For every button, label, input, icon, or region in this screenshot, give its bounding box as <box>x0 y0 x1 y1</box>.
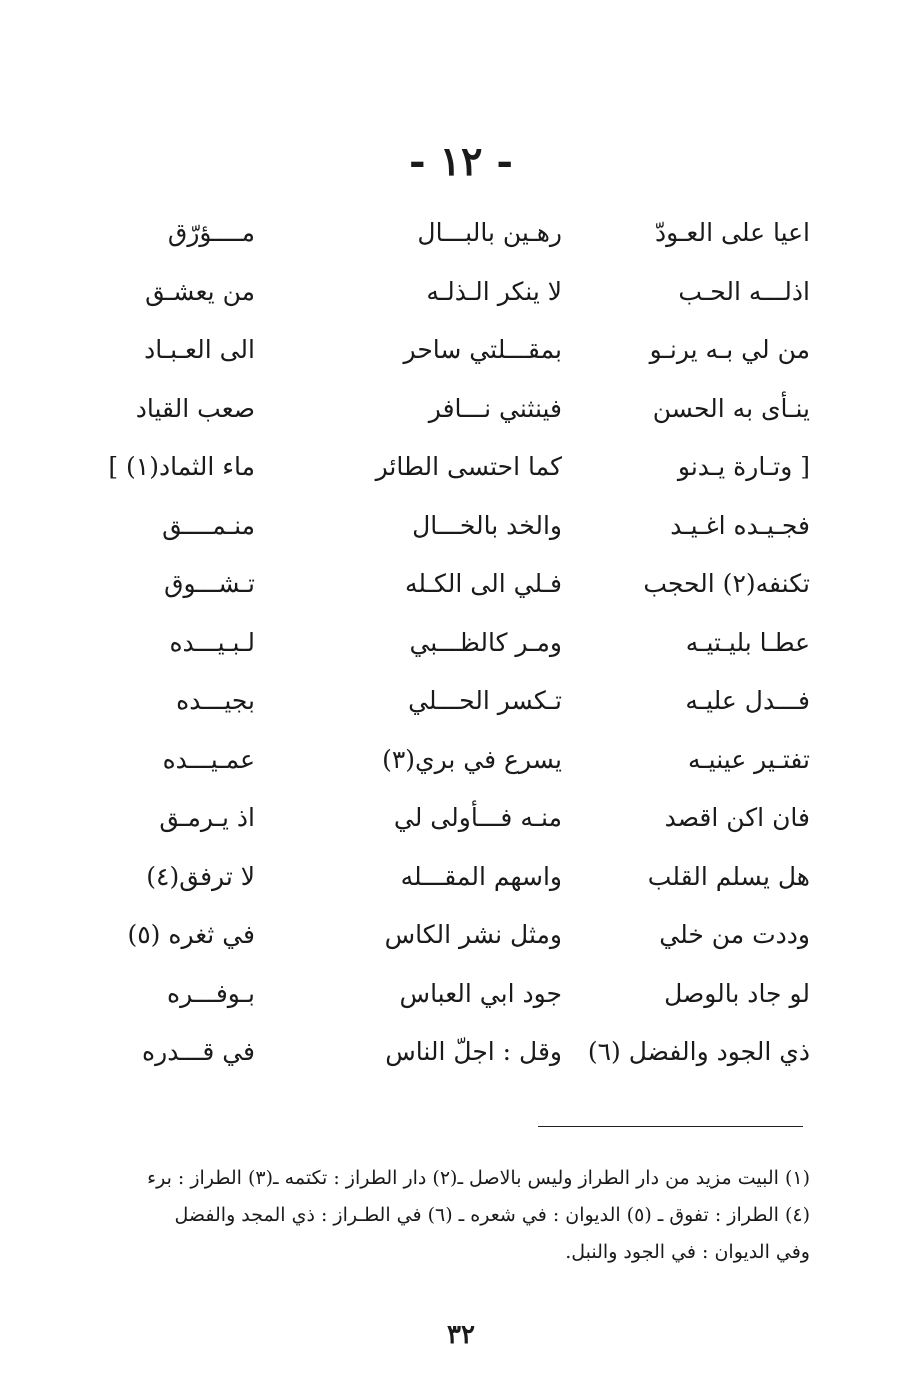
poem-row <box>60 731 840 790</box>
verse-part-1: من لي بـه يرنـو <box>649 335 810 364</box>
poem-row <box>60 555 840 614</box>
verse-part-3: مــــؤرّق <box>167 218 255 247</box>
verse-part-3: لا ترفق(٤) <box>146 861 255 891</box>
page-header-number: - ١٢ - <box>408 138 514 185</box>
verse-part-1: عطـا بليـتيـه <box>685 627 810 657</box>
verse-part-1: ينـأى به الحسن <box>652 393 810 423</box>
poem-row <box>60 438 840 497</box>
verse-part-3: ماء الثماد(١) ] <box>108 452 255 481</box>
verse-part-2: وقل : اجلّ الناس <box>385 1037 562 1066</box>
poem-row <box>60 321 840 380</box>
verse-part-1: اذلـــه الحـب <box>678 276 810 306</box>
footnotes <box>80 1160 810 1271</box>
poem-row <box>60 789 840 848</box>
verse-part-3: عمـيـــده <box>162 744 255 774</box>
verse-part-3: في قـــدره <box>142 1037 255 1066</box>
verse-part-3: صعب القياد <box>135 393 255 423</box>
verse-part-2: منـه فـــأولى لي <box>393 803 562 832</box>
verse-part-3: بـوفـــره <box>166 978 255 1008</box>
verse-part-3: الى العـبـاد <box>144 335 255 364</box>
verse-part-3: تـشـــوق <box>164 569 255 598</box>
verse-part-1: فان اكن اقصد <box>664 803 810 832</box>
poem-row <box>60 906 840 965</box>
verse-part-1: لو جاد بالوصل <box>664 978 810 1008</box>
footnote-line: (٤) الطراز : تفوق ـ (٥) الديوان : في شعره ـ (٦) في الطـراز : ذي المجد والفضل <box>174 1204 810 1226</box>
verse-part-3: في ثغره (٥) <box>127 920 255 949</box>
verse-part-2: فـلي الى الكـله <box>404 569 562 598</box>
verse-part-3: بجيـــده <box>176 686 255 715</box>
verse-part-2: واسهم المقـــله <box>400 861 562 891</box>
poem-row <box>60 497 840 556</box>
verse-part-2: فينثني نـــافر <box>428 393 562 423</box>
verse-part-1: [ وتـارة يـدنو <box>677 452 810 481</box>
verse-part-1: فـــدل عليـه <box>685 686 810 715</box>
verse-part-3: منـمــــق <box>162 510 255 540</box>
footnote-line: (١) البيت مزيد من دار الطراز وليس بالاصل ـ(٢) دار الطراز : تكتمه ـ(٣) الطراز : برء <box>147 1167 810 1189</box>
verse-part-2: لا ينكر الـذلـه <box>426 276 562 306</box>
verse-part-2: تـكسر الحـــلي <box>408 686 562 715</box>
verse-part-2: يسرع في بري(٣) <box>382 744 562 774</box>
poem-row <box>60 965 840 1024</box>
footnote-line: وفي الديوان : في الجود والنبل. <box>565 1241 810 1263</box>
verse-part-1: فجـيـده اغـيـد <box>670 510 810 540</box>
verse-part-1: ذي الجود والفضل (٦) <box>587 1037 810 1066</box>
verse-part-1: تكنفه(٢) الحجب <box>643 569 810 598</box>
verse-part-2: رهـين بالبـــال <box>417 218 562 247</box>
verse-part-1: اعيا على العـودّ <box>655 218 810 247</box>
verse-part-2: ومثل نشر الكاس <box>384 920 562 949</box>
poem-row <box>60 204 840 263</box>
poem-row <box>60 263 840 322</box>
poem-row <box>60 672 840 731</box>
page-number: ٣٢ <box>447 1320 475 1350</box>
verse-part-2: كما احتسى الطائر <box>375 452 562 481</box>
verse-part-3: اذ يـرمـق <box>159 803 255 832</box>
verse-part-1: تفتـير عينيـه <box>687 744 810 774</box>
verse-part-2: جود ابي العباس <box>399 978 562 1008</box>
verse-part-3: لـبـيـــده <box>169 627 255 657</box>
verse-part-1: وددت من خلي <box>659 920 810 949</box>
verse-part-1: هل يسلم القلب <box>647 861 810 891</box>
poem-body <box>60 204 840 1082</box>
verse-part-3: من يعشـق <box>145 276 255 306</box>
verse-part-2: والخد بالخـــال <box>412 510 562 540</box>
verse-part-2: ومـر كالظـــبي <box>409 627 562 657</box>
poem-row <box>60 848 840 907</box>
verse-part-2: بمقـــلتي ساحر <box>403 335 562 364</box>
poem-row <box>60 1023 840 1082</box>
footnote-divider <box>538 1126 803 1127</box>
poem-row <box>60 380 840 439</box>
poem-row <box>60 614 840 673</box>
